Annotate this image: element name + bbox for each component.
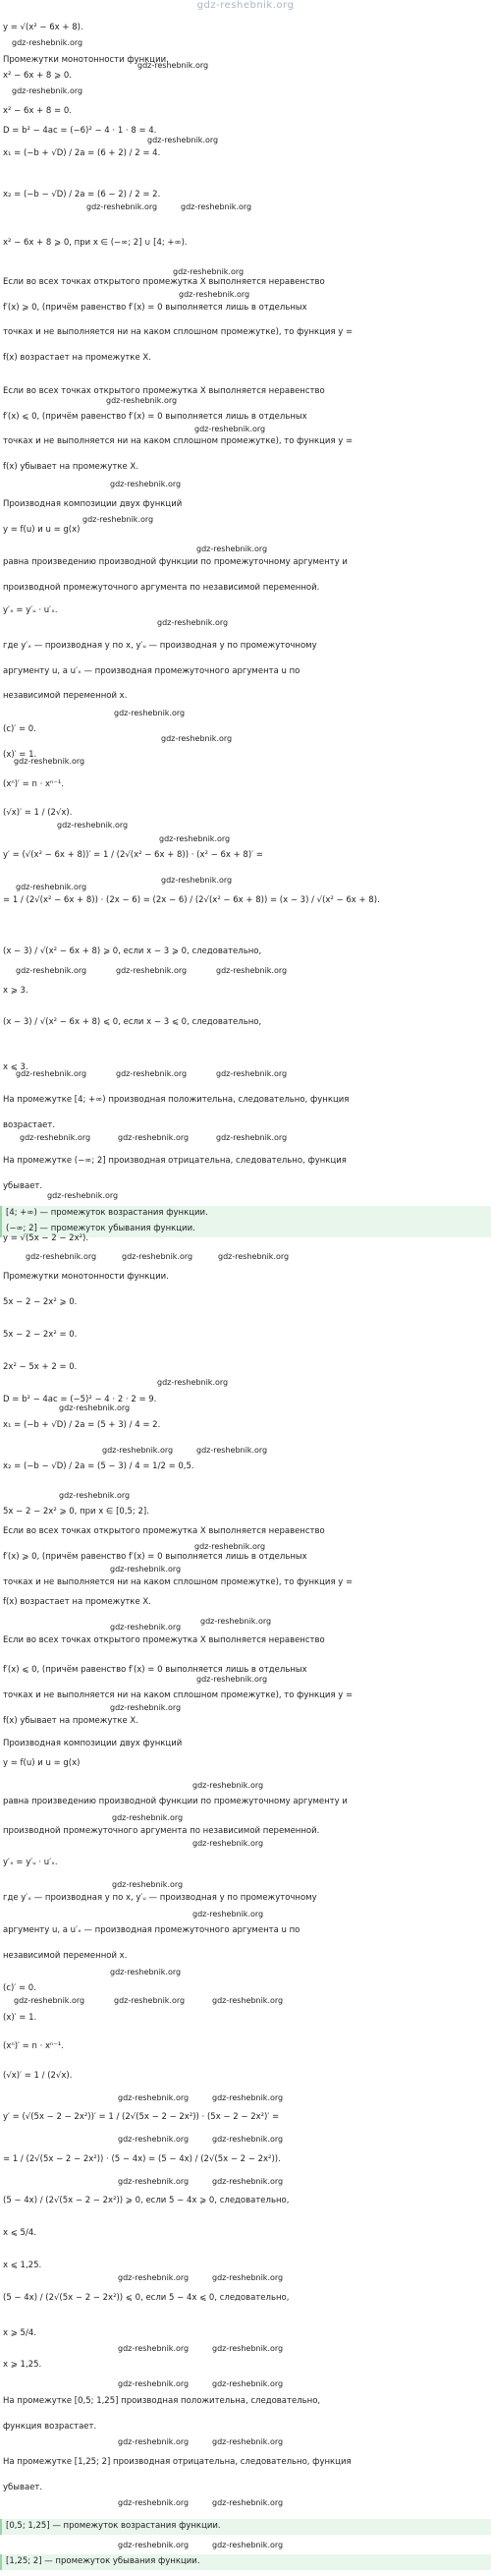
solution-line: = 1 / (2√(5x − 2 − 2x²)) · (5 − 4x) = (5 − 4x) / (2√(5x − 2 − 2x²)).: [3, 2154, 281, 2164]
solution-line: f(x) убывает на промежутке X.: [3, 462, 138, 472]
solution-line: убывает.: [3, 2483, 43, 2492]
highlight-text: [0,5; 1,25] — промежуток возрастания функции.: [6, 2521, 221, 2531]
watermark: gdz-reshebnik.org: [57, 821, 129, 830]
solution-line: x ⩽ 3.: [3, 1062, 28, 1072]
solution-line: x ⩽ 1,25.: [3, 2261, 42, 2270]
solution-line: производной промежуточного аргумента по независимой переменной.: [3, 583, 320, 593]
solution-line: x₂ = (−b − √D) / 2a = (5 − 3) / 4 = 1/2 = 0,5.: [3, 1461, 194, 1471]
watermark: gdz-reshebnik.org: [110, 1565, 182, 1574]
watermark: gdz-reshebnik.org: [20, 1133, 91, 1142]
watermark: gdz-reshebnik.org: [216, 1133, 288, 1142]
solution-line: производной промежуточного аргумента по независимой переменной.: [3, 1826, 320, 1836]
watermark: gdz-reshebnik.org: [196, 1675, 268, 1684]
solution-line: (x)′ = 1.: [3, 750, 37, 760]
solution-line: 5x − 2 − 2x² = 0.: [3, 1330, 78, 1340]
watermark: gdz-reshebnik.org: [112, 1880, 184, 1889]
watermark: gdz-reshebnik.org: [196, 1446, 268, 1455]
solution-line: f(x) возрастает на промежутке X.: [3, 353, 151, 363]
solution-line: (5 − 4x) / (2√(5x − 2 − 2x²)) ⩾ 0, если 5 − 4x ⩾ 0, следовательно,: [3, 2196, 290, 2205]
solution-line: x ⩽ 5/4.: [3, 2228, 36, 2238]
solution-line: f(x) возрастает на промежутке X.: [3, 1597, 151, 1607]
watermark: gdz-reshebnik.org: [118, 2177, 190, 2186]
watermark: gdz-reshebnik.org: [159, 834, 231, 843]
watermark: gdz-reshebnik.org: [173, 267, 245, 276]
highlight-box: [0, 2519, 491, 2535]
watermark: gdz-reshebnik.org: [118, 2498, 190, 2507]
watermark: gdz-reshebnik.org: [161, 734, 233, 743]
watermark: gdz-reshebnik.org: [12, 38, 83, 47]
solution-line: Производная композиции двух функций: [3, 499, 183, 509]
watermark: gdz-reshebnik.org: [59, 1403, 131, 1412]
watermark: gdz-reshebnik.org: [16, 1069, 87, 1078]
watermark: gdz-reshebnik.org: [212, 2273, 284, 2282]
watermark: gdz-reshebnik.org: [110, 1703, 182, 1712]
watermark: gdz-reshebnik.org: [212, 2344, 284, 2353]
solution-line: аргументу u, а u′ₓ — производная промежуточного аргумента u по: [3, 666, 300, 676]
highlight-text: [4; +∞) — промежуток возрастания функции.: [6, 1208, 208, 1218]
solution-line: x² − 6x + 8 = 0.: [3, 106, 72, 116]
solution-line: D = b² − 4ac = (−6)² − 4 · 1 · 8 = 4.: [3, 126, 157, 136]
watermark: gdz-reshebnik.org: [86, 202, 158, 211]
watermark: gdz-reshebnik.org: [181, 202, 252, 211]
solution-line: (c)′ = 0.: [3, 1983, 36, 1993]
solution-line: точках и не выполняется ни на каком сплошном промежутке), то функция y =: [3, 1690, 354, 1700]
watermark: gdz-reshebnik.org: [14, 1996, 85, 2005]
solution-line: (x − 3) / √(x² − 6x + 8) ⩾ 0, если x − 3 ⩾ 0, следовательно,: [3, 946, 262, 956]
watermark: gdz-reshebnik.org: [194, 1542, 266, 1551]
highlight-text: [1,25; 2] — промежуток убывания функции.: [6, 2556, 200, 2566]
watermark: gdz-reshebnik.org: [110, 1623, 182, 1631]
solution-line: точках и не выполняется ни на каком сплошном промежутке), то функция y =: [3, 1577, 354, 1587]
highlight-box: [0, 1206, 491, 1222]
watermark: gdz-reshebnik.org: [82, 515, 154, 524]
solution-line: возрастает.: [3, 1120, 56, 1130]
watermark: gdz-reshebnik.org: [212, 2135, 284, 2144]
solution-line: 5x − 2 − 2x² ⩾ 0, при x ∈ [0,5; 2].: [3, 1507, 149, 1517]
watermark: gdz-reshebnik.org: [212, 2093, 284, 2102]
solution-line: (5 − 4x) / (2√(5x − 2 − 2x²)) ⩽ 0, если 5 − 4x ⩽ 0, следовательно,: [3, 2293, 290, 2303]
solution-line: (x − 3) / √(x² − 6x + 8) ⩽ 0, если x − 3 ⩽ 0, следовательно,: [3, 1017, 262, 1027]
watermark: gdz-reshebnik.org: [216, 1069, 288, 1078]
solution-line: (c)′ = 0.: [3, 724, 36, 734]
watermark: gdz-reshebnik.org: [212, 1996, 284, 2005]
watermark: gdz-reshebnik.org: [110, 1968, 182, 1976]
solution-line: аргументу u, а u′ₓ — производная промежуточного аргумента u по: [3, 1925, 300, 1935]
solution-line: x₁ = (−b + √D) / 2a = (6 + 2) / 2 = 4.: [3, 148, 161, 158]
watermark: gdz-reshebnik.org: [102, 1446, 174, 1455]
watermark: gdz-reshebnik.org: [116, 1069, 188, 1078]
solution-line: y = √(5x − 2 − 2x²).: [3, 1233, 89, 1243]
highlight-text: (−∞; 2] — промежуток убывания функции.: [6, 1224, 195, 1233]
solution-line: функция возрастает.: [3, 2422, 97, 2432]
watermark: gdz-reshebnik.org: [114, 1996, 186, 2005]
watermark: gdz-reshebnik.org: [16, 883, 87, 891]
watermark: gdz-reshebnik.org: [157, 1378, 229, 1387]
watermark: gdz-reshebnik.org: [118, 2437, 190, 2446]
solution-line: 2x² − 5x + 2 = 0.: [3, 1362, 78, 1372]
watermark: gdz-reshebnik.org: [212, 2541, 284, 2549]
watermark: gdz-reshebnik.org: [218, 1252, 290, 1261]
solution-line: f(x) убывает на промежутке X.: [3, 1716, 138, 1726]
solution-line: независимой переменной x.: [3, 691, 128, 701]
solution-line: Если во всех точках открытого промежутка X выполняется неравенство: [3, 386, 325, 396]
solution-line: Если во всех точках открытого промежутка X выполняется неравенство: [3, 1526, 325, 1536]
watermark: gdz-reshebnik.org: [114, 709, 186, 717]
watermark: gdz-reshebnik.org: [110, 480, 182, 488]
solution-line: y′ = (√(5x − 2 − 2x²))′ = 1 / (2√(5x − 2 − 2x²)) · (5x − 2 − 2x²)′ =: [3, 2112, 280, 2122]
solution-line: (x)′ = 1.: [3, 2013, 37, 2023]
watermark: gdz-reshebnik.org: [122, 1252, 193, 1261]
solution-line: где y′ₓ — производная y по x, y′ᵤ — производная y по промежуточному: [3, 1893, 317, 1903]
watermark: gdz-reshebnik.org: [118, 2541, 190, 2549]
solution-line: x ⩾ 3.: [3, 986, 28, 996]
solution-line: (xⁿ)′ = n · xⁿ⁻¹.: [3, 779, 65, 789]
solution-line: точках и не выполняется ни на каком сплошном промежутке), то функция y =: [3, 436, 354, 446]
solution-line: Промежутки монотонности функции.: [3, 1272, 169, 1282]
watermark: gdz-reshebnik.org: [118, 2093, 190, 2102]
watermark: gdz-reshebnik.org: [137, 61, 209, 70]
solution-line: = 1 / (2√(x² − 6x + 8)) · (2x − 6) = (2x − 6) / (2√(x² − 6x + 8)) = (x − 3) / √(x² − 6x + 8).: [3, 895, 380, 905]
watermark: gdz-reshebnik.org: [116, 966, 188, 975]
solution-line: x ⩾ 1,25.: [3, 2360, 42, 2370]
watermark: gdz-reshebnik.org: [147, 136, 219, 144]
solution-line: равна произведению производной функции по промежуточному аргументу и: [3, 557, 348, 567]
solution-line: Промежутки монотонности функции.: [3, 55, 169, 65]
solution-line: f′(x) ⩽ 0, (причём равенство f′(x) = 0 выполняется лишь в отдельных: [3, 1665, 307, 1675]
watermark: gdz-reshebnik.org: [212, 2177, 284, 2186]
solution-line: y = f(u) и u = g(x): [3, 1758, 81, 1768]
watermark: gdz-reshebnik.org: [212, 2437, 284, 2446]
watermark: gdz-reshebnik.org: [179, 290, 250, 299]
watermark: gdz-reshebnik.org: [192, 1839, 264, 1848]
watermark: gdz-reshebnik.org: [194, 425, 266, 433]
watermark: gdz-reshebnik.org: [157, 618, 229, 627]
watermark: gdz-reshebnik.org: [161, 876, 233, 885]
solution-line: y′ = (√(x² − 6x + 8))′ = 1 / (2√(x² − 6x + 8)) · (x² − 6x + 8)′ =: [3, 850, 263, 860]
solution-line: D = b² − 4ac = (−5)² − 4 · 2 · 2 = 9.: [3, 1395, 157, 1404]
solution-line: x₁ = (−b + √D) / 2a = (5 + 3) / 4 = 2.: [3, 1420, 161, 1430]
watermark: gdz-reshebnik.org: [192, 1781, 264, 1790]
solution-line: Производная композиции двух функций: [3, 1739, 183, 1748]
watermark: gdz-reshebnik.org: [192, 1910, 264, 1918]
solution-line: (√x)′ = 1 / (2√x).: [3, 2071, 73, 2081]
site-header[interactable]: gdz-reshebnik.org: [196, 0, 295, 11]
solution-line: x² − 6x + 8 ⩾ 0.: [3, 71, 72, 81]
watermark: gdz-reshebnik.org: [16, 966, 87, 975]
watermark: gdz-reshebnik.org: [118, 2379, 190, 2388]
watermark: gdz-reshebnik.org: [212, 2379, 284, 2388]
solution-line: x² − 6x + 8 ⩾ 0, при x ∈ (−∞; 2] ∪ [4; +∞).: [3, 238, 188, 248]
solution-line: Если во всех точках открытого промежутка X выполняется неравенство: [3, 1635, 325, 1645]
solution-line: y′ₓ = y′ᵤ · u′ₓ.: [3, 1858, 58, 1867]
watermark: gdz-reshebnik.org: [112, 1813, 184, 1822]
solution-line: На промежутке [1,25; 2] производная отрицательна, следовательно, функция: [3, 2457, 352, 2467]
watermark: gdz-reshebnik.org: [216, 966, 288, 975]
highlight-box: [0, 2554, 491, 2570]
watermark: gdz-reshebnik.org: [196, 544, 268, 553]
watermark: gdz-reshebnik.org: [118, 2273, 190, 2282]
solution-line: f′(x) ⩾ 0, (причём равенство f′(x) = 0 выполняется лишь в отдельных: [3, 1552, 307, 1562]
solution-line: y = √(x² − 6x + 8).: [3, 23, 83, 32]
solution-line: независимой переменной x.: [3, 1951, 128, 1961]
watermark: gdz-reshebnik.org: [59, 1491, 131, 1500]
solution-line: y = f(u) и u = g(x): [3, 525, 81, 535]
solution-line: На промежутке (−∞; 2] производная отрицательна, следовательно, функция: [3, 1156, 347, 1166]
watermark: gdz-reshebnik.org: [118, 1133, 190, 1142]
watermark: gdz-reshebnik.org: [47, 1191, 119, 1200]
solution-line: x₂ = (−b − √D) / 2a = (6 − 2) / 2 = 2.: [3, 190, 161, 200]
watermark: gdz-reshebnik.org: [106, 396, 178, 405]
solution-line: y′ₓ = y′ᵤ · u′ₓ.: [3, 605, 58, 615]
solution-line: 5x − 2 − 2x² ⩾ 0.: [3, 1297, 78, 1307]
solution-line: (√x)′ = 1 / (2√x).: [3, 808, 73, 818]
solution-line: (xⁿ)′ = n · xⁿ⁻¹.: [3, 2041, 65, 2051]
solution-line: На промежутке [4; +∞) производная положительна, следовательно, функция: [3, 1095, 350, 1105]
watermark: gdz-reshebnik.org: [12, 86, 83, 95]
solution-line: f′(x) ⩾ 0, (причём равенство f′(x) = 0 выполняется лишь в отдельных: [3, 303, 307, 313]
solution-line: равна произведению производной функции по промежуточному аргументу и: [3, 1797, 348, 1806]
solution-line: На промежутке [0,5; 1,25] производная положительна, следовательно,: [3, 2396, 321, 2406]
watermark: gdz-reshebnik.org: [212, 2498, 284, 2507]
solution-line: где y′ₓ — производная y по x, y′ᵤ — производная y по промежуточному: [3, 641, 317, 651]
solution-line: Если во всех точках открытого промежутка X выполняется неравенство: [3, 277, 325, 287]
watermark: gdz-reshebnik.org: [200, 1617, 272, 1626]
watermark: gdz-reshebnik.org: [118, 2344, 190, 2353]
watermark: gdz-reshebnik.org: [26, 1252, 97, 1261]
solution-line: f′(x) ⩽ 0, (причём равенство f′(x) = 0 выполняется лишь в отдельных: [3, 412, 307, 422]
watermark: gdz-reshebnik.org: [118, 2135, 190, 2144]
watermark: gdz-reshebnik.org: [14, 757, 85, 766]
solution-line: точках и не выполняется ни на каком сплошном промежутке), то функция y =: [3, 327, 354, 337]
solution-line: x ⩾ 5/4.: [3, 2328, 36, 2338]
solution-line: убывает.: [3, 1181, 43, 1191]
